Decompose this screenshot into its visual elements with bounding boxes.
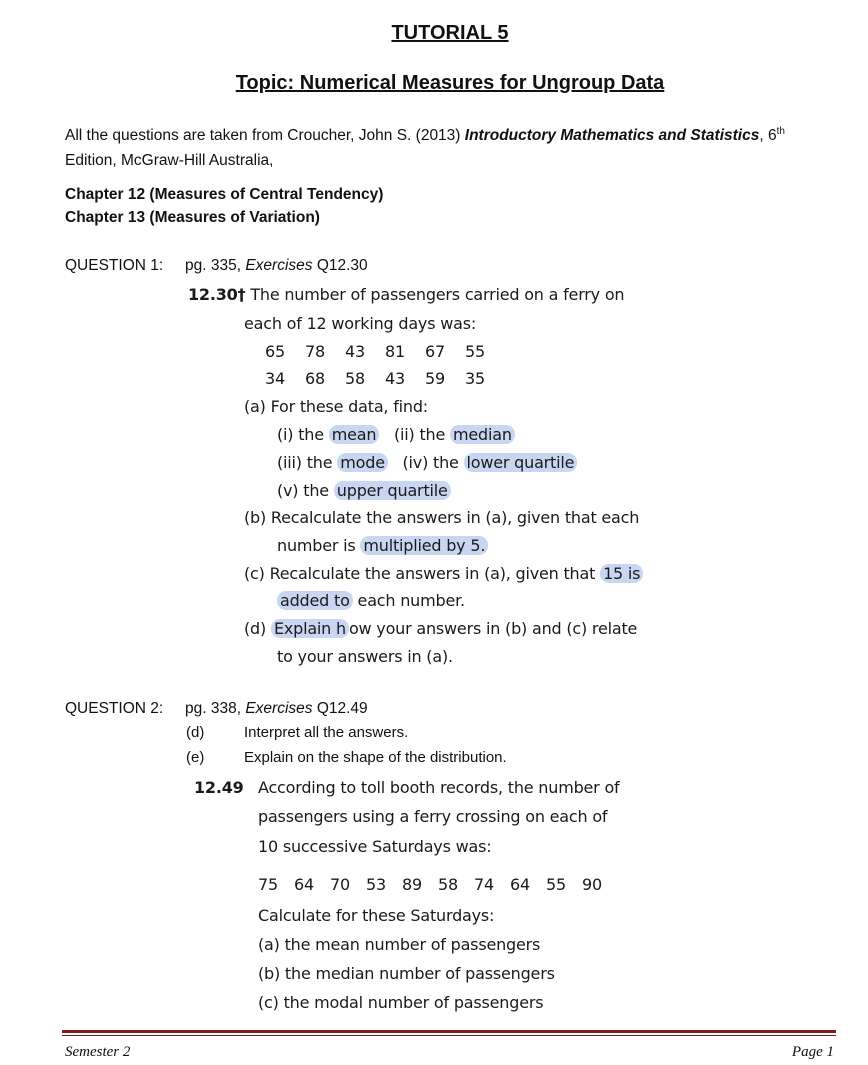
intro-line2: Edition, McGraw-Hill Australia, bbox=[65, 152, 274, 170]
topic-title: Topic: Numerical Measures for Ungroup Data bbox=[235, 72, 665, 94]
q2-ref-italic: Exercises bbox=[245, 700, 313, 717]
q1-a-ii-pre: (ii) the bbox=[394, 425, 451, 444]
q2-value: 53 bbox=[366, 875, 386, 894]
q2-data-row bbox=[258, 875, 618, 894]
q2-stem3: 10 successive Saturdays was: bbox=[258, 837, 492, 856]
q1-stem-line1 bbox=[188, 285, 624, 304]
q2-value: 55 bbox=[546, 875, 566, 894]
q1-c1-pre: (c) Recalculate the answers in (a), given that bbox=[244, 564, 601, 583]
intro-text-before: All the questions are taken from Croucher, John S. (2013) bbox=[65, 127, 465, 145]
q2-d-text: Interpret all the answers. bbox=[244, 724, 409, 741]
highlight-15: 15 is bbox=[600, 564, 643, 583]
footer-rule-thick bbox=[62, 1030, 836, 1033]
q2-d-label: (d) bbox=[186, 724, 205, 741]
q1-part-a-iii-iv bbox=[277, 453, 577, 472]
q1-ref-italic: Exercises bbox=[245, 257, 313, 274]
q2-ref-pre: pg. 338, bbox=[185, 700, 246, 717]
q1-data-row1 bbox=[265, 342, 505, 361]
q1-value: 78 bbox=[305, 342, 325, 361]
q1-c2-post: each number. bbox=[352, 591, 465, 610]
q1-a-iv-pre: (iv) the bbox=[402, 453, 464, 472]
q1-a-iii-pre: (iii) the bbox=[277, 453, 338, 472]
chapter-12: Chapter 12 (Measures of Central Tendency) bbox=[65, 186, 384, 203]
edition-sup: th bbox=[776, 126, 785, 137]
q2-exercise-number: 12.49 bbox=[194, 778, 244, 797]
q1-part-b-line2 bbox=[277, 536, 488, 555]
q1-ref-post: Q12.30 bbox=[312, 257, 368, 274]
question-1-label: QUESTION 1: bbox=[65, 257, 164, 274]
highlight-added: added to bbox=[277, 591, 353, 610]
chapter-13: Chapter 13 (Measures of Variation) bbox=[65, 209, 320, 226]
highlight-multiplied: multiplied by 5. bbox=[360, 536, 488, 555]
q1-value: 81 bbox=[385, 342, 405, 361]
highlight-median: median bbox=[450, 425, 515, 444]
q2-value: 74 bbox=[474, 875, 494, 894]
question-2-label: QUESTION 2: bbox=[65, 700, 164, 717]
q1-d1-post: ow your answers in (b) and (c) relate bbox=[348, 619, 638, 638]
q2-part-b: (b) the median number of passengers bbox=[258, 964, 555, 983]
q2-value: 64 bbox=[510, 875, 530, 894]
q1-value: 35 bbox=[465, 369, 485, 388]
q1-value: 43 bbox=[345, 342, 365, 361]
footer-rule-thin bbox=[62, 1035, 836, 1036]
highlight-lower-quartile: lower quartile bbox=[464, 453, 578, 472]
q1-value: 34 bbox=[265, 369, 285, 388]
highlight-explain: Explain h bbox=[271, 619, 349, 638]
q1-value: 65 bbox=[265, 342, 285, 361]
q1-part-c-line2 bbox=[277, 591, 465, 610]
page-title: TUTORIAL 5 bbox=[391, 22, 509, 44]
q1-stem2: each of 12 working days was: bbox=[244, 314, 477, 333]
q1-data-row2 bbox=[265, 369, 505, 388]
q2-stem1: According to toll booth records, the number of bbox=[258, 778, 620, 797]
q2-value: 90 bbox=[582, 875, 602, 894]
intro-text-after: , 6 bbox=[759, 127, 777, 145]
q1-stem1: The number of passengers carried on a ferry on bbox=[250, 285, 625, 304]
footer-page-number: Page 1 bbox=[791, 1044, 834, 1060]
highlight-mean: mean bbox=[329, 425, 380, 444]
q1-b2-pre: number is bbox=[277, 536, 361, 555]
q1-part-c-line1 bbox=[244, 564, 643, 583]
q1-part-a: (a) For these data, find: bbox=[244, 397, 428, 416]
q1-value: 55 bbox=[465, 342, 485, 361]
q1-a-i-pre: (i) the bbox=[277, 425, 329, 444]
q1-value: 58 bbox=[345, 369, 365, 388]
q2-value: 75 bbox=[258, 875, 278, 894]
q1-part-d-line2: to your answers in (a). bbox=[277, 647, 453, 666]
book-title: Introductory Mathematics and Statistics bbox=[464, 127, 760, 145]
highlight-mode: mode bbox=[337, 453, 388, 472]
q1-part-b-line1: (b) Recalculate the answers in (a), given that each bbox=[244, 508, 640, 527]
q2-e-label: (e) bbox=[186, 749, 205, 766]
q1-value: 59 bbox=[425, 369, 445, 388]
highlight-upper-quartile: upper quartile bbox=[334, 481, 451, 500]
q1-part-a-v bbox=[277, 481, 451, 500]
q1-ref-pre: pg. 335, bbox=[185, 257, 246, 274]
q2-ref-post: Q12.49 bbox=[312, 700, 368, 717]
q1-part-a-i-ii bbox=[277, 425, 515, 444]
q1-value: 67 bbox=[425, 342, 445, 361]
q1-part-d-line1 bbox=[244, 619, 637, 638]
q2-part-a: (a) the mean number of passengers bbox=[258, 935, 541, 954]
q2-part-c: (c) the modal number of passengers bbox=[258, 993, 544, 1012]
footer-semester: Semester 2 bbox=[65, 1044, 131, 1060]
q2-value: 89 bbox=[402, 875, 422, 894]
q1-value: 68 bbox=[305, 369, 325, 388]
q1-exercise-number: 12.30† bbox=[188, 285, 246, 304]
q1-a-v-pre: (v) the bbox=[277, 481, 334, 500]
q1-value: 43 bbox=[385, 369, 405, 388]
q1-d1-pre: (d) bbox=[244, 619, 271, 638]
q2-value: 58 bbox=[438, 875, 458, 894]
q2-stem2: passengers using a ferry crossing on each of bbox=[258, 807, 608, 826]
question-2-ref bbox=[185, 700, 368, 718]
intro-paragraph bbox=[65, 119, 845, 173]
q2-value: 70 bbox=[330, 875, 350, 894]
q2-value: 64 bbox=[294, 875, 314, 894]
question-1-ref bbox=[185, 257, 368, 275]
q2-e-text: Explain on the shape of the distribution. bbox=[244, 749, 507, 766]
q2-calc: Calculate for these Saturdays: bbox=[258, 906, 495, 925]
